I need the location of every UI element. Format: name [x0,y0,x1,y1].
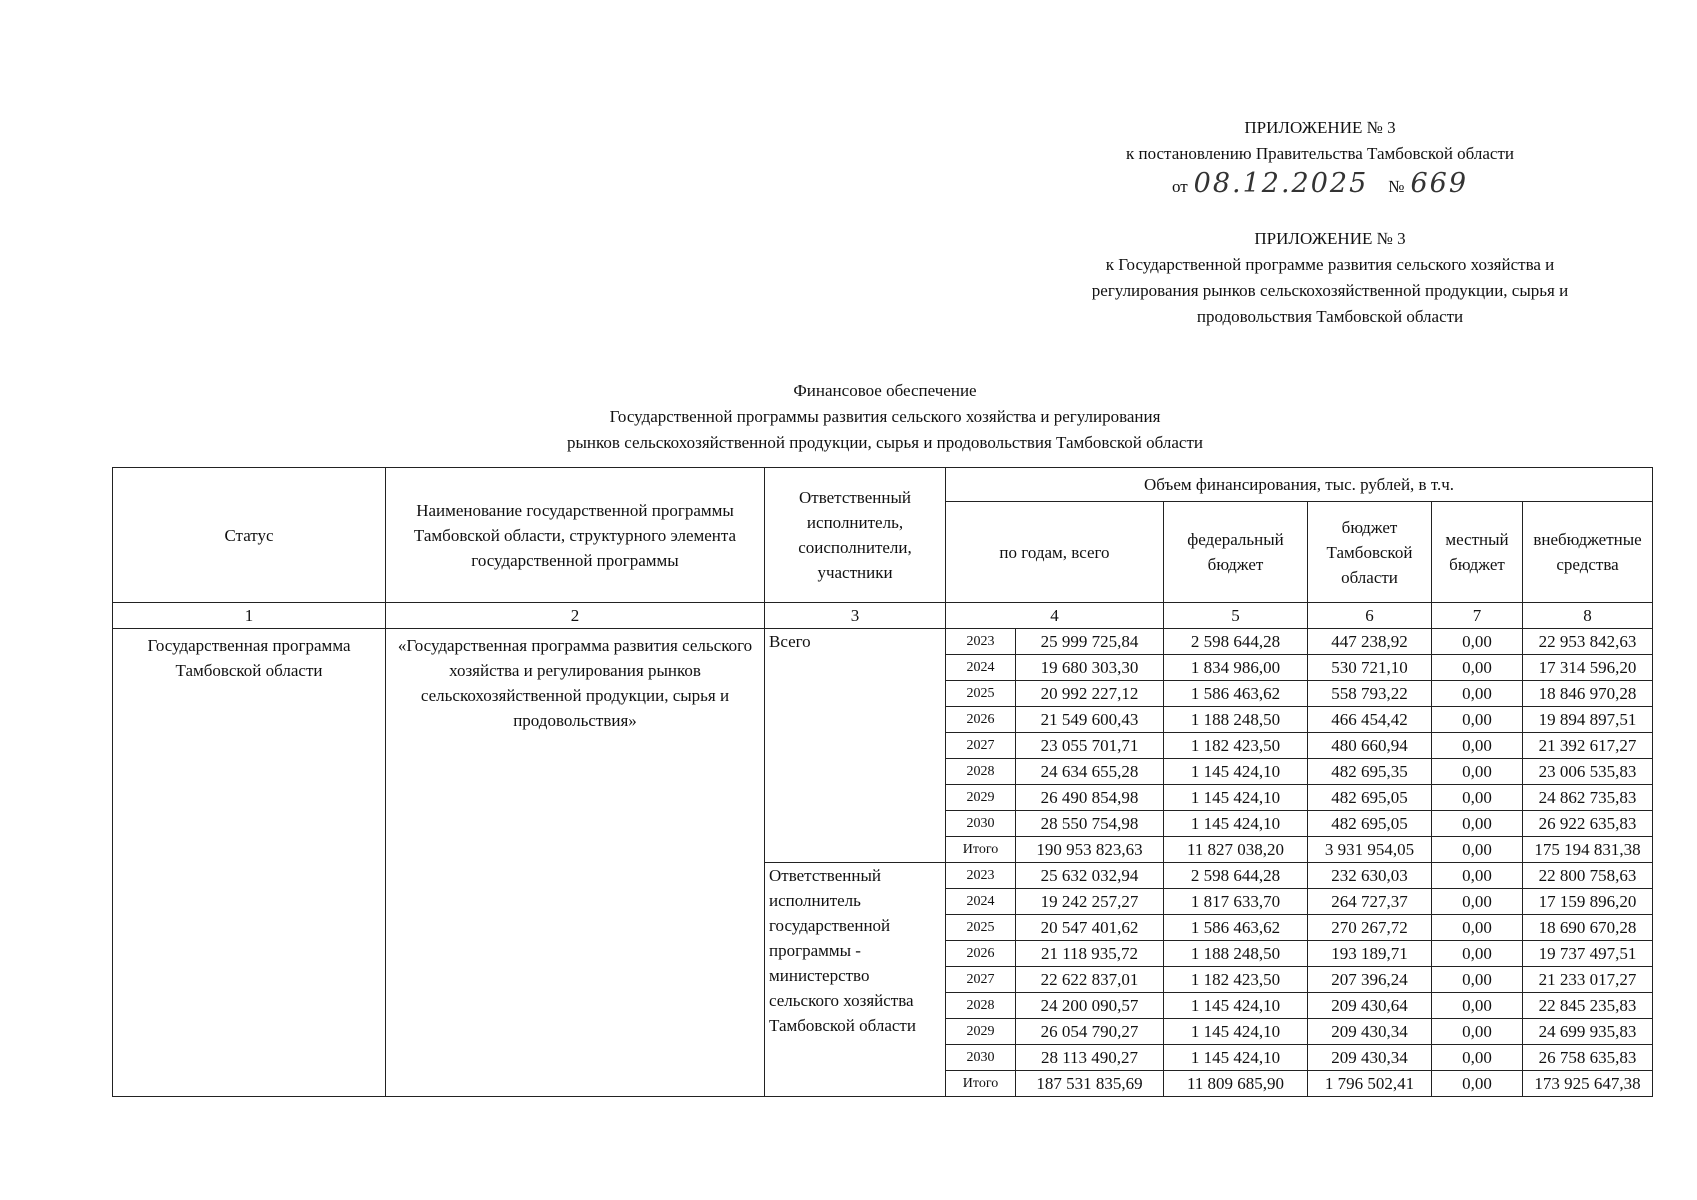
col-number: 4 [946,603,1164,629]
cell-year: 2028 [946,993,1016,1019]
cell-regional: 1 796 502,41 [1308,1071,1432,1097]
cell-total: 21 118 935,72 [1016,941,1164,967]
cell-regional: 447 238,92 [1308,629,1432,655]
program-cell: «Государственная программа развития сельского хозяйства и регулирования рынков сельскохозяйственной продукции, сырья и продовольствия» [386,629,765,1097]
cell-federal: 1 145 424,10 [1164,1019,1308,1045]
cell-total: 20 992 227,12 [1016,681,1164,707]
cell-extra: 23 006 535,83 [1523,759,1653,785]
cell-year: 2029 [946,1019,1016,1045]
cell-extra: 21 233 017,27 [1523,967,1653,993]
cell-total: 24 200 090,57 [1016,993,1164,1019]
responsible-cell: Ответственный исполнитель государственной программы - министерство сельского хозяйства Тамбовской области [765,863,946,1097]
cell-extra: 26 922 635,83 [1523,811,1653,837]
cell-regional: 209 430,34 [1308,1045,1432,1071]
cell-total: 19 242 257,27 [1016,889,1164,915]
cell-year: 2027 [946,967,1016,993]
cell-local: 0,00 [1432,1019,1523,1045]
cell-year: 2026 [946,941,1016,967]
cell-federal: 1 586 463,62 [1164,681,1308,707]
col-number: 3 [765,603,946,629]
cell-federal: 1 188 248,50 [1164,707,1308,733]
title-line: Финансовое обеспечение [793,381,977,400]
appendix-reference: к постановлению Правительства Тамбовской области [1125,144,1515,163]
cell-local: 0,00 [1432,863,1523,889]
cell-regional: 530 721,10 [1308,655,1432,681]
cell-regional: 482 695,35 [1308,759,1432,785]
cell-local: 0,00 [1432,811,1523,837]
cell-extra: 24 699 935,83 [1523,1019,1653,1045]
cell-total: 25 632 032,94 [1016,863,1164,889]
cell-local: 0,00 [1432,889,1523,915]
cell-federal: 1 145 424,10 [1164,1045,1308,1071]
cell-federal: 2 598 644,28 [1164,629,1308,655]
cell-total: 28 550 754,98 [1016,811,1164,837]
cell-regional: 466 454,42 [1308,707,1432,733]
cell-year: 2026 [946,707,1016,733]
cell-total: 23 055 701,71 [1016,733,1164,759]
cell-year: 2030 [946,811,1016,837]
cell-regional: 209 430,64 [1308,993,1432,1019]
cell-extra: 175 194 831,38 [1523,837,1653,863]
cell-federal: 1 145 424,10 [1164,785,1308,811]
cell-federal: 1 817 633,70 [1164,889,1308,915]
header-responsible: Ответственный исполнитель, соисполнители, участники [765,468,946,603]
cell-federal: 1 834 986,00 [1164,655,1308,681]
col-number: 1 [113,603,386,629]
cell-regional: 3 931 954,05 [1308,837,1432,863]
handwritten-number: 669 [1410,168,1469,199]
cell-regional: 264 727,37 [1308,889,1432,915]
cell-regional: 482 695,05 [1308,785,1432,811]
cell-extra: 173 925 647,38 [1523,1071,1653,1097]
cell-regional: 207 396,24 [1308,967,1432,993]
cell-extra: 17 159 896,20 [1523,889,1653,915]
from-label: от [1171,177,1188,196]
col-number: 6 [1308,603,1432,629]
header-federal: федеральный бюджет [1164,502,1308,603]
cell-total: 26 490 854,98 [1016,785,1164,811]
cell-federal: 1 182 423,50 [1164,733,1308,759]
cell-year: 2025 [946,915,1016,941]
document-title [480,378,1290,456]
cell-year: 2029 [946,785,1016,811]
cell-federal: 1 586 463,62 [1164,915,1308,941]
col-number: 5 [1164,603,1308,629]
cell-local: 0,00 [1432,785,1523,811]
header-by-years: по годам, всего [946,502,1164,603]
cell-year: 2023 [946,629,1016,655]
cell-federal: 1 182 423,50 [1164,967,1308,993]
table-row [113,629,1653,655]
cell-extra: 21 392 617,27 [1523,733,1653,759]
cell-extra: 18 690 670,28 [1523,915,1653,941]
cell-total: 24 634 655,28 [1016,759,1164,785]
cell-year: Итого [946,837,1016,863]
resolution-date-line [1060,168,1580,200]
cell-local: 0,00 [1432,941,1523,967]
handwritten-date: 08.12.2025 [1193,168,1369,199]
cell-local: 0,00 [1432,967,1523,993]
cell-total: 26 054 790,27 [1016,1019,1164,1045]
cell-year: Итого [946,1071,1016,1097]
cell-local: 0,00 [1432,655,1523,681]
header-local: местный бюджет [1432,502,1523,603]
cell-total: 20 547 401,62 [1016,915,1164,941]
cell-total: 190 953 823,63 [1016,837,1164,863]
appendix-reference-line: продовольствия Тамбовской области [1196,307,1464,326]
cell-year: 2027 [946,733,1016,759]
cell-extra: 19 737 497,51 [1523,941,1653,967]
cell-extra: 26 758 635,83 [1523,1045,1653,1071]
cell-extra: 22 953 842,63 [1523,629,1653,655]
appendix-header-resolution [1060,115,1580,200]
cell-regional: 482 695,05 [1308,811,1432,837]
cell-year: 2023 [946,863,1016,889]
cell-total: 21 549 600,43 [1016,707,1164,733]
header-extra: внебюджетные средства [1523,502,1653,603]
cell-federal: 11 809 685,90 [1164,1071,1308,1097]
cell-total: 28 113 490,27 [1016,1045,1164,1071]
appendix-header-program [1040,226,1620,330]
cell-regional: 480 660,94 [1308,733,1432,759]
cell-total: 22 622 837,01 [1016,967,1164,993]
cell-extra: 17 314 596,20 [1523,655,1653,681]
cell-local: 0,00 [1432,759,1523,785]
table-body [113,629,1653,1097]
cell-local: 0,00 [1432,837,1523,863]
title-line: рынков сельскохозяйственной продукции, сырья и продовольствия Тамбовской области [567,433,1203,452]
cell-local: 0,00 [1432,707,1523,733]
appendix-number: ПРИЛОЖЕНИЕ № 3 [1244,118,1396,137]
responsible-cell: Всего [765,629,946,863]
cell-extra: 18 846 970,28 [1523,681,1653,707]
cell-regional: 209 430,34 [1308,1019,1432,1045]
col-number: 2 [386,603,765,629]
cell-local: 0,00 [1432,629,1523,655]
cell-total: 187 531 835,69 [1016,1071,1164,1097]
cell-year: 2024 [946,655,1016,681]
cell-local: 0,00 [1432,915,1523,941]
cell-total: 19 680 303,30 [1016,655,1164,681]
financing-table [112,467,1653,1097]
cell-year: 2024 [946,889,1016,915]
col-number: 8 [1523,603,1653,629]
cell-extra: 22 845 235,83 [1523,993,1653,1019]
cell-federal: 1 145 424,10 [1164,993,1308,1019]
header-volume: Объем финансирования, тыс. рублей, в т.ч. [946,468,1653,502]
appendix-reference-line: к Государственной программе развития сельского хозяйства и [1105,255,1555,274]
cell-extra: 24 862 735,83 [1523,785,1653,811]
cell-year: 2028 [946,759,1016,785]
cell-year: 2025 [946,681,1016,707]
cell-extra: 22 800 758,63 [1523,863,1653,889]
cell-extra: 19 894 897,51 [1523,707,1653,733]
header-status: Статус [113,468,386,603]
title-line: Государственной программы развития сельского хозяйства и регулирования [609,407,1161,426]
cell-regional: 558 793,22 [1308,681,1432,707]
col-number: 7 [1432,603,1523,629]
cell-federal: 1 188 248,50 [1164,941,1308,967]
cell-local: 0,00 [1432,1045,1523,1071]
cell-federal: 1 145 424,10 [1164,811,1308,837]
cell-year: 2030 [946,1045,1016,1071]
cell-local: 0,00 [1432,733,1523,759]
header-regional: бюджет Тамбовской области [1308,502,1432,603]
cell-regional: 232 630,03 [1308,863,1432,889]
cell-total: 25 999 725,84 [1016,629,1164,655]
status-cell: Государственная программа Тамбовской области [113,629,386,1097]
number-label: № [1388,177,1405,196]
cell-federal: 2 598 644,28 [1164,863,1308,889]
cell-federal: 1 145 424,10 [1164,759,1308,785]
header-program: Наименование государственной программы Тамбовской области, структурного элемента государственной программы [386,468,765,603]
cell-local: 0,00 [1432,1071,1523,1097]
appendix-reference-line: регулирования рынков сельскохозяйственной продукции, сырья и [1091,281,1569,300]
cell-local: 0,00 [1432,681,1523,707]
cell-regional: 193 189,71 [1308,941,1432,967]
cell-federal: 11 827 038,20 [1164,837,1308,863]
cell-local: 0,00 [1432,993,1523,1019]
appendix-number: ПРИЛОЖЕНИЕ № 3 [1254,229,1406,248]
cell-regional: 270 267,72 [1308,915,1432,941]
